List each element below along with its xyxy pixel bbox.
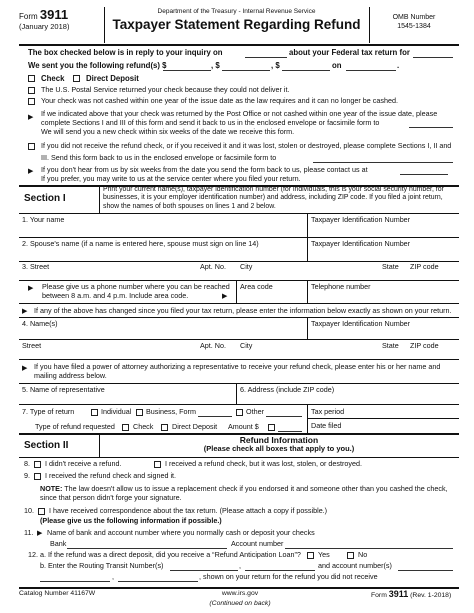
your-name-label: 1. Your name — [22, 215, 65, 224]
refund-info-heading: Refund Information — [239, 435, 319, 445]
street-label-2: Street — [22, 341, 42, 350]
notice-2: Your check was not cashed within one year of the issue date as the law requires and it can no longer be cashed. — [41, 96, 398, 105]
other-checkbox[interactable] — [236, 409, 243, 416]
notice4-checkbox[interactable] — [28, 143, 35, 150]
zip-label: ZIP code — [410, 262, 439, 271]
item-11-text: Name of bank and account number where you normally cash or deposit your checks — [47, 528, 315, 537]
item-12a-text: 12. a. If the refund was a direct deposit, did you receive a “Refund Anticipation Loan”? — [28, 550, 301, 559]
arrow-icon: ▶ — [22, 365, 28, 372]
street-label: 3. Street — [22, 262, 50, 271]
note-text: The law doesn't allow us to issue a replacement check if you endorsed it and someone other than you cashed the check, — [64, 484, 448, 493]
form-title: Taxpayer Statement Regarding Refund — [112, 17, 361, 32]
refund-check-checkbox[interactable] — [122, 424, 129, 431]
tin-label-1: Taxpayer Identification Number — [311, 215, 411, 224]
omb-label: OMB Number — [392, 14, 436, 21]
spouse-name-label: 2. Spouse's name (if a name is entered here, spouse must sign on line 14) — [22, 239, 259, 248]
correspondence-checkbox[interactable] — [38, 508, 45, 515]
item-9-text: I received the refund check and signed it. — [45, 471, 177, 480]
section-2-title: Section II — [24, 440, 69, 451]
lost-check-checkbox[interactable] — [154, 461, 161, 468]
tax-return-text: about your Federal tax return for — [289, 48, 410, 57]
section-1-instructions: Print your current name(s), taxpayer identification number (for individuals, this is your social security number, for businesses, it is your employer identification number) and address, including ZIP code. If you filed a joint return, show the names of both spouses on lines 1 and 2 below. — [103, 186, 444, 210]
poa-instructions: If you have filed a power of attorney authorizing a representative to receive your refund check, please enter his or her name and — [34, 362, 441, 371]
telephone-label: Telephone number — [311, 282, 371, 291]
website: www.irs.gov — [221, 590, 259, 597]
omb-number: 1545-1384 — [397, 23, 431, 30]
catalog-number: Catalog Number 41167W — [19, 590, 96, 597]
section-1-title: Section I — [24, 193, 66, 204]
names-label: 4. Name(s) — [22, 319, 58, 328]
apt-label: Apt. No. — [200, 262, 226, 271]
notice-3a: If we indicated above that your check was returned by the Post Office or not cashed within one year of the issue date, please — [41, 109, 438, 118]
notice-3b: complete Sections I and III of this form and send it back to us in the enclosed envelope or facsimile form to — [41, 118, 380, 127]
no-refund-checkbox[interactable] — [34, 461, 41, 468]
amount-label: Amount $ — [228, 422, 259, 431]
phone-instructions-2: between 8 a.m. and 4 p.m. Include area code. — [42, 291, 189, 300]
notice-4b: III. Send this form back to us in the enclosed envelope or facsimile form to — [41, 153, 277, 162]
individual-checkbox[interactable] — [91, 409, 98, 416]
revision-date: (January 2018) — [19, 22, 70, 31]
representative-label: 5. Name of representative — [22, 385, 105, 394]
notice-3c: We will send you a new check within six weeks of the date we receive this form. — [41, 127, 295, 136]
apt-label-2: Apt. No. — [200, 341, 226, 350]
zip-label-2: ZIP code — [410, 341, 439, 350]
signed-check-checkbox[interactable] — [34, 473, 41, 480]
notice-5b: If you prefer, you may write to us at the service center where you filed your return. — [41, 174, 301, 183]
footer-form-id: Form 3911 (Rev. 1-2018) — [371, 589, 452, 599]
tin-label-4: Taxpayer Identification Number — [311, 319, 411, 328]
item-12b-tail: , shown on your return for the refund you did not receive — [199, 572, 378, 581]
item-10-note: (Please give us the following information if possible.) — [40, 516, 222, 525]
type-of-return-label: 7. Type of return — [22, 407, 75, 416]
refund-info-subheading: (Please check all boxes that apply to you.) — [203, 444, 355, 453]
item-10-text: I have received correspondence about the tax return. (Please attach a copy if possible.) — [49, 506, 328, 515]
poa-instructions-2: mailing address below. — [34, 371, 107, 380]
notice-1: The U.S. Postal Service returned your check because they could not deliver it. — [41, 85, 290, 94]
refund-dd-checkbox[interactable] — [161, 424, 168, 431]
note-text-2: since that person didn't forge your signature. — [40, 493, 182, 502]
notice1-checkbox[interactable] — [28, 87, 35, 94]
city-label: City — [240, 262, 253, 271]
notice-5a: If you don't hear from us by six weeks from the date you send the form back to us, please contact us at — [41, 165, 368, 174]
changed-instructions: If any of the above has changed since you filed your tax return, please enter the information below exactly as shown on your return. — [34, 306, 452, 315]
arrow-icon: ▶ — [28, 114, 34, 121]
form-number: Form 3911 — [19, 7, 69, 22]
type-refund-label: Type of refund requested — [35, 422, 115, 431]
refund-sent-text: We sent you the following refund(s) $ — [28, 61, 167, 70]
continued-note: (Continued on back) — [209, 600, 271, 607]
bank-label: Bank — [50, 539, 67, 548]
arrow-icon: ▶ — [22, 308, 28, 315]
inquiry-text: The box checked below is in reply to your inquiry on — [28, 48, 223, 57]
notice-4a: If you did not receive the refund check, or if you received it and it was lost, stolen or destroyed, please complete Sections I, II and — [41, 141, 452, 150]
amount-checkbox[interactable] — [268, 424, 275, 431]
state-label-2: State — [382, 341, 399, 350]
arrow-icon: ▶ — [222, 293, 228, 300]
direct-deposit-checkbox[interactable] — [73, 75, 80, 82]
arrow-icon: ▶ — [28, 285, 34, 292]
tin-label-2: Taxpayer Identification Number — [311, 239, 411, 248]
account-label: Account number — [231, 539, 284, 548]
department: Department of the Treasury - Internal Revenue Service — [157, 8, 316, 15]
date-filed-label: Date filed — [311, 421, 342, 430]
form-page: Form 3911 (January 2018) Department of the Treasury - Internal Revenue Service Taxpayer Statement Regarding Refund OMB Number 1545-1384 The box checked below is in reply to your inquiry on about your Federal tax return for We sent you the following refund(s) $ , $ , $ on . Check Direct Deposit The U.S. Postal Service returned your check because they could not deliver it. Your check was not cashed within one year of the issue date as the law requires and it can no longer be cashed. ▶ If we indicated above that your check was returned by the Post Office or not cashed within one year of the issue date, please complete Sections I and III of this form and send it back to us in the enclosed envelope or facsimile form to We will send you a new check within six weeks of the date we receive this form. If you did not receive the refund check, or if you received it and it was lost, stolen or destroyed, please complete Sections I, II and III. Send this form back to us in the enclosed envelope or facsimile form to ▶ If you don't hear from us by six weeks from the date you send the form back to us, please contact us at If you prefer, you may write to us at the service center where you filed your return. Section I Print your current name(s), taxpayer identification number (for individuals, this is your social security number, for businesses, it is your employer identification number) and address, including ZIP code. If you filed a joint return, show the names of both spouses on lines 1 and 2 below. 1. Your name Taxpayer Identification Number 2. Spouse's name (if a name is entered here, spouse must sign on line 14) Taxpayer Identification Number 3. Street Apt. No. City State ZIP code ▶ Please give us a phone number where you can be reached between 8 a.m. and 4 p.m. Include area code. ▶ Area code Telephone number ▶ If any of the above has changed since you filed your tax return, please enter the information below exactly as shown on your return. 4. Name(s) Taxpayer Identification Number Street Apt. No. City State ZIP code ▶ If you have filed a power of attorney authorizing a representative to receive your refund check, please enter his or her name and mailing address below. 5. Name of representative 6. Address (include ZIP code) 7. Type of return Individual Business, Form Other Tax period Type of refund requested Check Direct Deposit Amount $ Date filed Section II Refund Information (Please check all boxes that apply to you.) 8. I didn't receive a refund. I received a refund check, but it was lost, stolen, or destroyed. 9. I received the refund check and signed it. NOTE: The law doesn't allow us to issue a replacement check if you endorsed it and someone other than you cashed the check, since that person didn't forge your signature. 10. I have received correspondence about the tax return. (Please attach a copy if possible.) (Please give us the following information if possible.) 11. ▶ Name of bank and account number where you normally cash or deposit your checks Bank Account number 12. a. If the refund was a direct deposit, did you receive a “Refund Anticipation Loan”? Yes No b. Enter the Routing Transit Number(s) , and account number(s) , , shown on your return for the refund you did not receive Catalog Number 41167W www.irs.gov Form 3911 (Rev. 1-2018) (Continued on back) — [0, 0, 474, 613]
address-label: 6. Address (include ZIP code) — [240, 385, 335, 394]
item-8b-text: I received a refund check, but it was lost, stolen, or destroyed. — [165, 459, 362, 468]
no-checkbox[interactable] — [347, 552, 354, 559]
check-checkbox[interactable] — [28, 75, 35, 82]
notice2-checkbox[interactable] — [28, 98, 35, 105]
arrow-icon: ▶ — [37, 530, 43, 537]
business-checkbox[interactable] — [136, 409, 143, 416]
item-12b-text: b. Enter the Routing Transit Number(s) — [40, 561, 164, 570]
yes-checkbox[interactable] — [307, 552, 314, 559]
city-label-2: City — [240, 341, 253, 350]
area-code-label: Area code — [240, 282, 273, 291]
arrow-icon: ▶ — [28, 168, 34, 175]
phone-instructions: Please give us a phone number where you can be reached — [42, 282, 230, 291]
item-8a-text: I didn't receive a refund. — [45, 459, 122, 468]
state-label: State — [382, 262, 399, 271]
tax-period-label: Tax period — [311, 407, 345, 416]
